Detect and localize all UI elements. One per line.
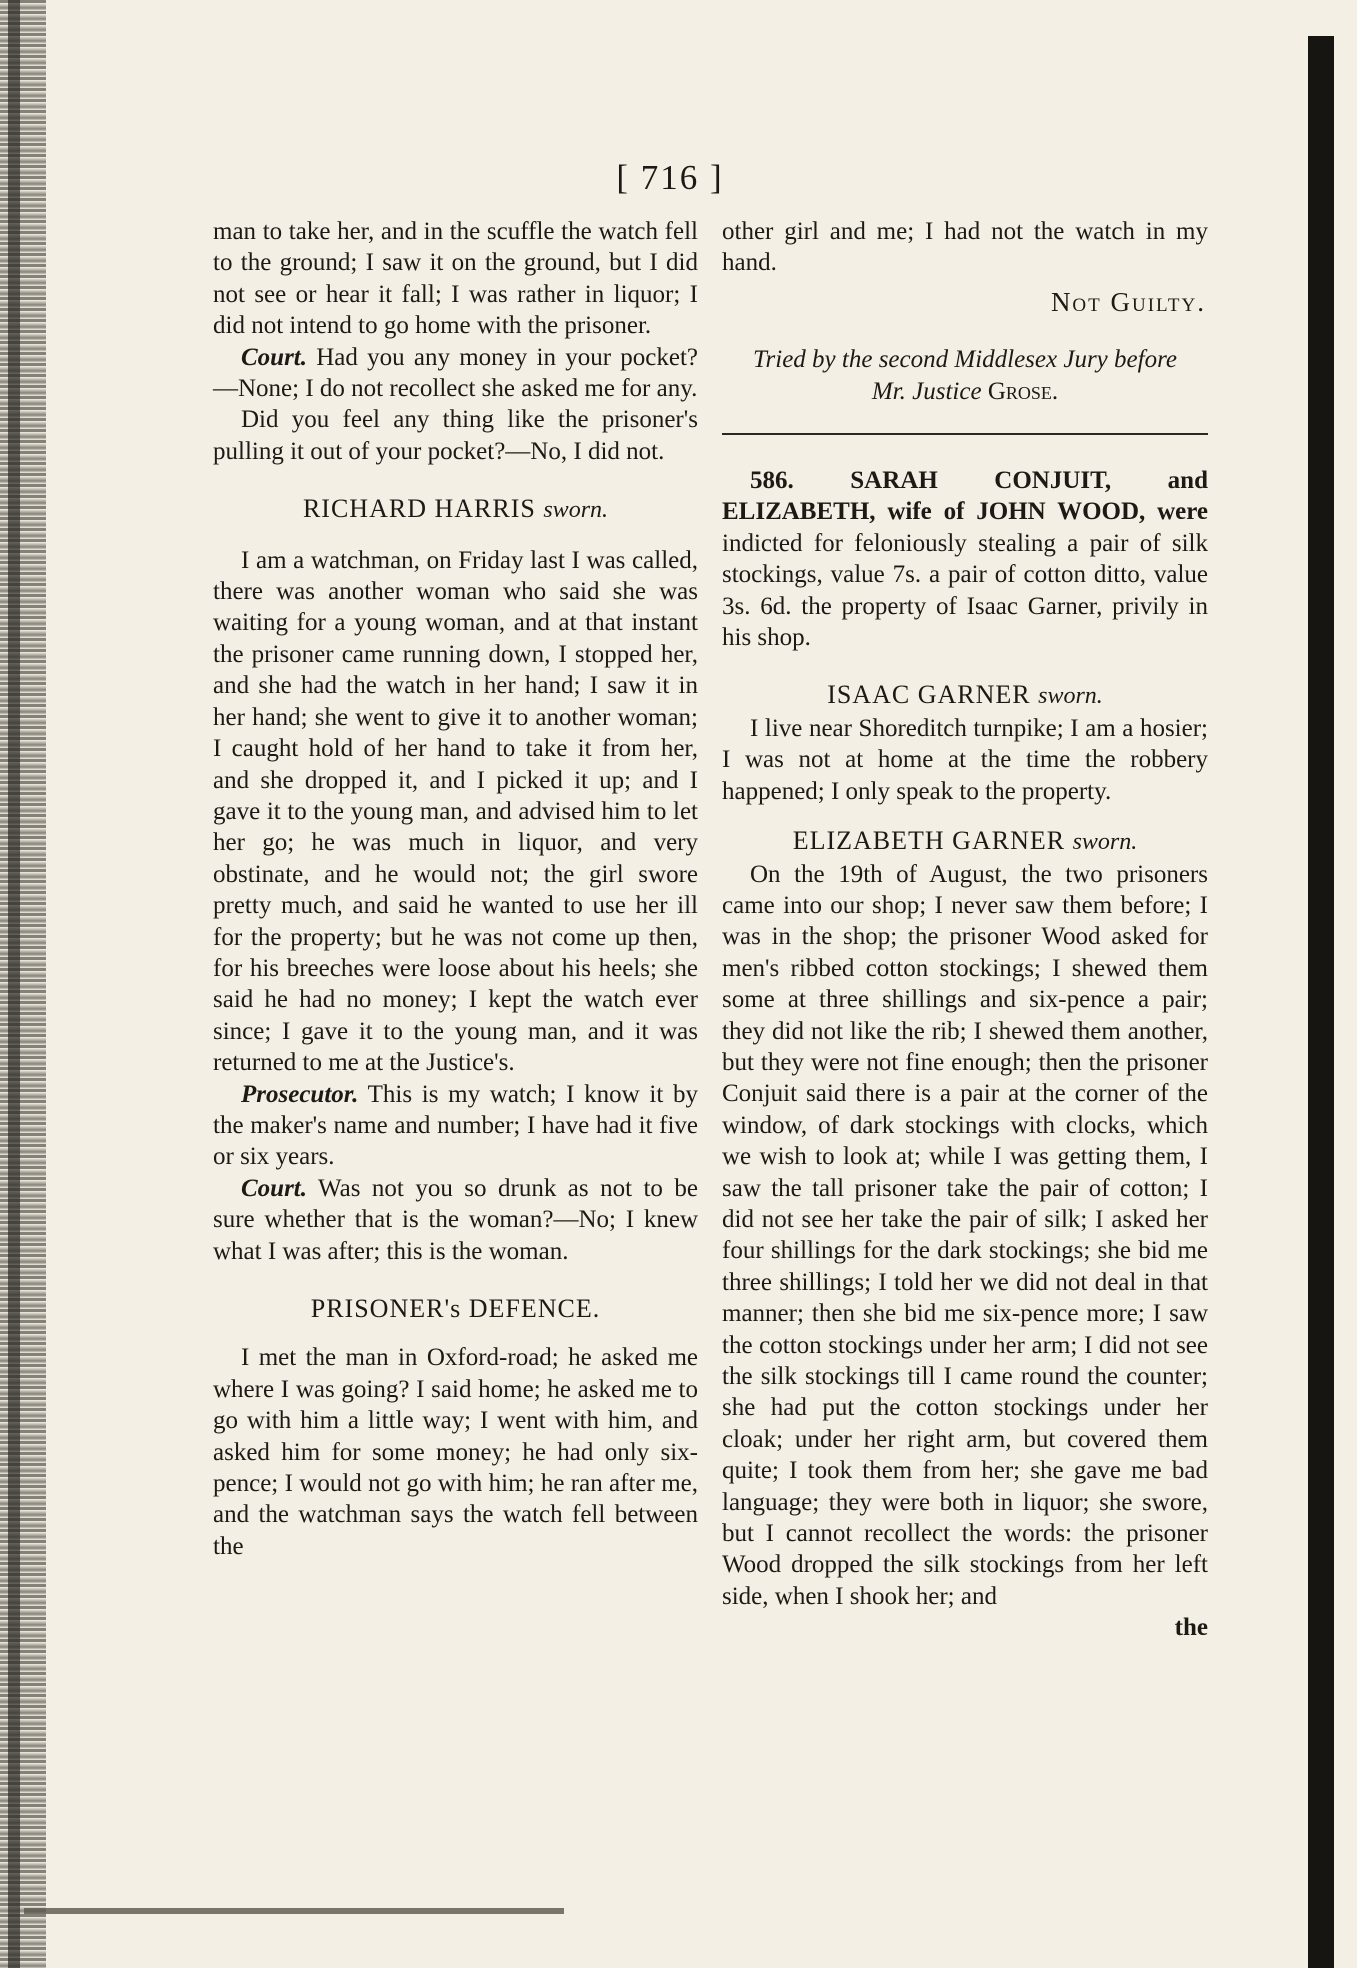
tried-before-line-1: Tried by the second Middlesex Jury before — [753, 346, 1177, 374]
verdict: Not Guilty. — [1050, 286, 1206, 317]
scan-edge-right — [1308, 36, 1334, 1968]
left-column — [213, 216, 698, 1562]
tried-before-line-2 — [722, 376, 1208, 407]
catchword: the — [1174, 1614, 1208, 1642]
testimony-elizabeth-garner: On the 19th of August, the two prisoners came into our shop; I never saw them before; I was in the shop; the prisoner Wood asked for men's ribbed cotton stockings; I shewed them some at three shillings and six-pence a pair; they did not like the rib; I shewed them another, but they were not fine enough; then the prisoner Conjuit said there is a pair at the corner of the window, of dark stockings with clocks, which we wish to look at; while I was getting them, I saw the tall prisoner take the pair of cotton; I did not see her take the pair of silk; I asked her four shillings for the dark stockings; she bid me three shillings; I told her we did not deal in that manner; then she bid me six-pence more; I saw the cotton stockings under her arm; I did not see the silk stockings till I came round the counter; she had put the cotton stockings under her cloak; under her right arm, but covered them quite; I took them from her; she gave me bad language; they were both in liquor; she swore, but I cannot recollect the words: the prisoner Wood dropped the silk stockings from her left side, when I shook her; and — [722, 860, 1208, 1610]
defence-paragraph: I met the man in Oxford-road; he asked me where I was going? I said home; he asked me to go with him a little way; I went with him, and asked him for some money; he had only six-pence; I would not go with him; he ran after me, and the watchman says the watch fell between the — [213, 1344, 698, 1560]
section-divider — [722, 433, 1208, 435]
witness-name: RICHARD HARRIS — [302, 494, 536, 524]
court-question-3-text: Was not you so drunk as not to be sure whether that is the woman?—No; I knew what I was after; this is the woman. — [213, 1174, 698, 1265]
witness-heading-harris — [213, 493, 698, 526]
right-column — [722, 216, 1208, 1644]
sworn-label: sworn. — [543, 497, 609, 524]
spacer — [722, 318, 1208, 344]
spacer — [722, 653, 1208, 679]
prosecutor-statement-text: This is my watch; I know it by the maker's name and number; I have had it five or six years. — [213, 1080, 698, 1171]
court-question-1 — [213, 342, 698, 405]
court-question-1-text: Had you any money in your pocket?—None; I do not recollect she asked me for any. — [213, 343, 698, 403]
continuation-paragraph: other girl and me; I had not the watch in my hand. — [722, 218, 1208, 277]
page-number: [ 716 ] — [616, 158, 724, 197]
case-text: indicted for feloniously stealing a pair of silk stockings, value 7s. a pair of cotton ditto, value 3s. 6d. the property of Isaac Garner, privily in his shop. — [722, 529, 1208, 652]
question-2: Did you feel any thing like the prisoner's pulling it out of your pocket?—No, I did not. — [213, 406, 698, 465]
sworn-label: sworn. — [1038, 683, 1103, 710]
prosecutor-statement — [213, 1079, 698, 1173]
defence-heading: PRISONER's DEFENCE. — [310, 1294, 601, 1323]
speaker-label: Prosecutor. — [241, 1080, 359, 1108]
judge-name: Grose. — [987, 377, 1059, 405]
spacer — [213, 467, 698, 493]
case-indictment — [722, 465, 1208, 653]
spacer — [213, 1324, 698, 1342]
speaker-label: Court. — [241, 343, 308, 371]
spacer — [213, 527, 698, 545]
court-question-3 — [213, 1173, 698, 1267]
testimony-isaac-garner: I live near Shoreditch turnpike; I am a hosier; I was not at home at the time the robbery happened; I only speak to the property. — [722, 714, 1208, 805]
spacer — [213, 1267, 698, 1293]
spacer — [722, 807, 1208, 825]
case-lead: 586. SARAH CONJUIT, and ELIZABETH, wife of JOHN WOOD, were — [722, 467, 1208, 526]
opening-paragraph: man to take her, and in the scuffle the watch fell to the ground; I saw it on the ground, but I did not see or hear it fall; I was rather in liquor; I did not intend to go home with the prisoner. — [213, 218, 698, 340]
witness-name: ISAAC GARNER — [827, 680, 1031, 710]
scan-edge-left-band — [8, 0, 20, 1968]
tried-before-prefix: Mr. Justice — [871, 377, 988, 405]
testimony-harris: I am a watchman, on Friday last I was called, there was another woman who said she was waiting for a young woman, and at that instant the prisoner came running down, I stopped her, and she had the watch in her hand; I saw it in her hand; she went to give it to another woman; I caught hold of her hand to take it from her, and she dropped it, and I picked it up; and I gave it to the young man, and advised him to let her go; he was much in liquor, and very obstinate, and he would not; the girl swore pretty much, and said he wanted to use her ill for the property; but he was not come up then, for his breeches were loose about his heels; she said he had no money; I kept the watch ever since; I gave it to the young man, and it was returned to me at the Justice's. — [213, 546, 698, 1077]
witness-heading-elizabeth-garner — [722, 825, 1208, 858]
witness-name: ELIZABETH GARNER — [792, 826, 1066, 856]
sworn-label: sworn. — [1072, 829, 1138, 856]
scan-edge-left — [0, 0, 46, 1968]
speaker-label: Court. — [241, 1174, 308, 1202]
scan-edge-bottom — [24, 1908, 564, 1914]
witness-heading-isaac-garner — [722, 679, 1208, 712]
